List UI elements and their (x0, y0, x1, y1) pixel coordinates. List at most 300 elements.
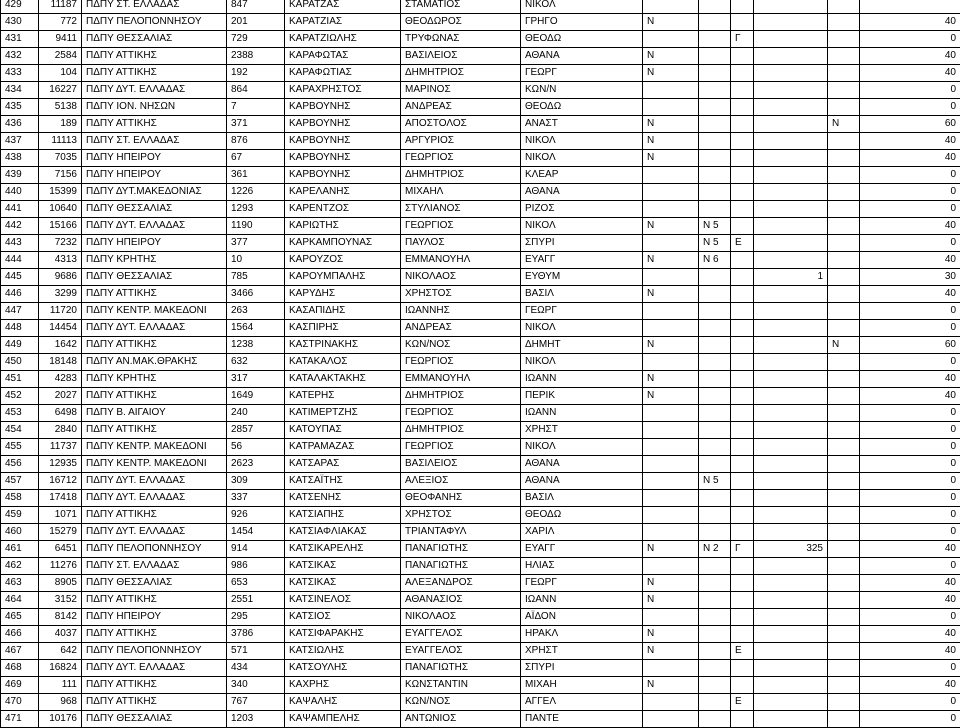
first-name-cell: ΠΑΥΛΟΣ (401, 235, 521, 252)
points-cell: 0 (860, 99, 960, 116)
table-row (1, 150, 960, 167)
table-row (1, 558, 960, 575)
surname-cell: ΚΑΣΤΡΙΝΑΚΗΣ (285, 337, 401, 354)
surname-cell: ΚΑΡΟΥΖΟΣ (285, 252, 401, 269)
flag-n2-cell (828, 643, 860, 660)
surname-cell: ΚΑΡΙΩΤΗΣ (285, 218, 401, 235)
table-row (1, 320, 960, 337)
flag-letter-cell: Γ (731, 541, 754, 558)
code-cell: 189 (39, 116, 82, 133)
first-name-cell: ΚΩΝ/ΝΟΣ (401, 337, 521, 354)
points-cell: 40 (860, 14, 960, 31)
code-cell: 16712 (39, 473, 82, 490)
flag-n-cell: Ν (643, 388, 699, 405)
flag-n-cell: Ν (643, 65, 699, 82)
father-name-cell: ΕΥΘΥΜ (521, 269, 643, 286)
points-cell: 40 (860, 48, 960, 65)
father-name-cell: ΧΡΗΣΤ (521, 643, 643, 660)
father-name-cell: ΝΙΚΟΛ (521, 354, 643, 371)
reg-number-cell: 240 (227, 405, 285, 422)
points-cell: 0 (860, 439, 960, 456)
flag-n-cell (643, 422, 699, 439)
reg-number-cell: 571 (227, 643, 285, 660)
flag-n-cell (643, 490, 699, 507)
points-cell: 0 (860, 694, 960, 711)
flag-n2-cell (828, 31, 860, 48)
surname-cell: ΚΑΡΚΑΜΠΟΥΝΑΣ (285, 235, 401, 252)
father-name-cell: ΔΗΜΗΤ (521, 337, 643, 354)
points-cell: 40 (860, 218, 960, 235)
father-name-cell: ΒΑΣΙΛ (521, 286, 643, 303)
flag-n2-cell: Ν (828, 337, 860, 354)
row-number-cell: 459 (1, 507, 39, 524)
row-number-cell: 445 (1, 269, 39, 286)
first-name-cell: ΑΘΑΝΑΣΙΟΣ (401, 592, 521, 609)
first-name-cell: ΠΑΝΑΓΙΩΤΗΣ (401, 660, 521, 677)
region-cell: ΠΔΠΥ ΚΕΝΤΡ. ΜΑΚΕΔΟΝΙ (82, 303, 227, 320)
row-number-cell: 451 (1, 371, 39, 388)
flag-n-level-cell (699, 609, 731, 626)
points-cell: 0 (860, 405, 960, 422)
code-cell: 968 (39, 694, 82, 711)
father-name-cell: ΒΑΣΙΛ (521, 490, 643, 507)
extra-value-cell (754, 133, 828, 150)
reg-number-cell: 56 (227, 439, 285, 456)
flag-n-cell (643, 0, 699, 14)
flag-n-cell (643, 473, 699, 490)
code-cell: 111 (39, 677, 82, 694)
flag-n-level-cell (699, 592, 731, 609)
region-cell: ΠΔΠΥ ΔΥΤ. ΕΛΛΑΔΑΣ (82, 82, 227, 99)
reg-number-cell: 67 (227, 150, 285, 167)
row-number-cell: 467 (1, 643, 39, 660)
flag-letter-cell (731, 473, 754, 490)
first-name-cell: ΔΗΜΗΤΡΙΟΣ (401, 167, 521, 184)
row-number-cell: 438 (1, 150, 39, 167)
father-name-cell: ΑΓΓΕΛ (521, 694, 643, 711)
father-name-cell: ΝΙΚΟΛ (521, 439, 643, 456)
surname-cell: ΚΑΤΕΡΗΣ (285, 388, 401, 405)
code-cell: 18148 (39, 354, 82, 371)
reg-number-cell: 192 (227, 65, 285, 82)
flag-n-level-cell (699, 133, 731, 150)
points-cell: 40 (860, 286, 960, 303)
extra-value-cell: 1 (754, 269, 828, 286)
surname-cell: ΚΑΤΣΙΩΛΗΣ (285, 643, 401, 660)
flag-n-cell (643, 558, 699, 575)
table-row (1, 133, 960, 150)
region-cell: ΠΔΠΥ ΗΠΕΙΡΟΥ (82, 167, 227, 184)
flag-letter-cell (731, 65, 754, 82)
flag-n2-cell (828, 354, 860, 371)
flag-n-cell (643, 99, 699, 116)
region-cell: ΠΔΠΥ ΗΠΕΙΡΟΥ (82, 235, 227, 252)
flag-letter-cell: Ε (731, 694, 754, 711)
flag-n2-cell (828, 218, 860, 235)
code-cell: 16227 (39, 82, 82, 99)
region-cell: ΠΔΠΥ Β. ΑΙΓΑΙΟΥ (82, 405, 227, 422)
reg-number-cell: 3466 (227, 286, 285, 303)
flag-n2-cell (828, 558, 860, 575)
flag-n-cell: Ν (643, 133, 699, 150)
flag-letter-cell (731, 48, 754, 65)
father-name-cell: ΧΑΡΙΛ (521, 524, 643, 541)
region-cell: ΠΔΠΥ ΑΤΤΙΚΗΣ (82, 286, 227, 303)
region-cell: ΠΔΠΥ ΑΤΤΙΚΗΣ (82, 116, 227, 133)
extra-value-cell (754, 694, 828, 711)
table-row (1, 371, 960, 388)
reg-number-cell: 729 (227, 31, 285, 48)
first-name-cell: ΓΕΩΡΓΙΟΣ (401, 439, 521, 456)
father-name-cell: ΕΥΑΓΓ (521, 252, 643, 269)
table-row (1, 82, 960, 99)
table-row (1, 507, 960, 524)
first-name-cell: ΘΕΟΔΩΡΟΣ (401, 14, 521, 31)
flag-n-level-cell: Ν 2 (699, 541, 731, 558)
extra-value-cell (754, 167, 828, 184)
father-name-cell: ΜΙΧΑΗ (521, 677, 643, 694)
flag-n-level-cell (699, 694, 731, 711)
father-name-cell: ΘΕΟΔΩ (521, 99, 643, 116)
father-name-cell: ΙΩΑΝΝ (521, 371, 643, 388)
first-name-cell: ΓΕΩΡΓΙΟΣ (401, 218, 521, 235)
region-cell: ΠΔΠΥ ΠΕΛΟΠΟΝΝΗΣΟΥ (82, 643, 227, 660)
flag-n-cell (643, 303, 699, 320)
flag-letter-cell (731, 320, 754, 337)
first-name-cell: ΚΩΝ/ΝΟΣ (401, 694, 521, 711)
flag-n-level-cell (699, 116, 731, 133)
table-row (1, 354, 960, 371)
reg-number-cell: 653 (227, 575, 285, 592)
flag-letter-cell (731, 116, 754, 133)
flag-letter-cell (731, 218, 754, 235)
flag-n-level-cell (699, 14, 731, 31)
flag-n-level-cell (699, 82, 731, 99)
reg-number-cell: 1226 (227, 184, 285, 201)
flag-n2-cell (828, 167, 860, 184)
surname-cell: ΚΑΨΑΜΠΕΛΗΣ (285, 711, 401, 728)
flag-n-level-cell (699, 677, 731, 694)
row-number-cell: 460 (1, 524, 39, 541)
first-name-cell: ΠΑΝΑΓΙΩΤΗΣ (401, 541, 521, 558)
code-cell: 8142 (39, 609, 82, 626)
flag-n2-cell (828, 507, 860, 524)
flag-n-level-cell (699, 643, 731, 660)
region-cell: ΠΔΠΥ ΚΕΝΤΡ. ΜΑΚΕΔΟΝΙ (82, 456, 227, 473)
code-cell: 11737 (39, 439, 82, 456)
table-row (1, 677, 960, 694)
extra-value-cell (754, 303, 828, 320)
points-cell: 0 (860, 82, 960, 99)
first-name-cell: ΔΗΜΗΤΡΙΟΣ (401, 388, 521, 405)
first-name-cell: ΑΝΔΡΕΑΣ (401, 320, 521, 337)
region-cell: ΠΔΠΥ ΑΤΤΙΚΗΣ (82, 626, 227, 643)
flag-n-cell (643, 235, 699, 252)
row-number-cell: 432 (1, 48, 39, 65)
reg-number-cell: 317 (227, 371, 285, 388)
flag-letter-cell (731, 456, 754, 473)
flag-n-cell (643, 167, 699, 184)
extra-value-cell (754, 218, 828, 235)
points-cell: 40 (860, 252, 960, 269)
father-name-cell: ΓΕΩΡΓ (521, 303, 643, 320)
extra-value-cell (754, 575, 828, 592)
surname-cell: ΚΑΡΒΟΥΝΗΣ (285, 116, 401, 133)
flag-n-level-cell (699, 456, 731, 473)
points-cell: 0 (860, 201, 960, 218)
extra-value-cell (754, 507, 828, 524)
extra-value-cell (754, 150, 828, 167)
first-name-cell: ΕΥΑΓΓΕΛΟΣ (401, 643, 521, 660)
flag-n2-cell (828, 422, 860, 439)
region-cell: ΠΔΠΥ ΑΤΤΙΚΗΣ (82, 337, 227, 354)
reg-number-cell: 337 (227, 490, 285, 507)
flag-n-level-cell: Ν 6 (699, 252, 731, 269)
flag-letter-cell (731, 609, 754, 626)
region-cell: ΠΔΠΥ ΠΕΛΟΠΟΝΝΗΣΟΥ (82, 14, 227, 31)
code-cell: 8905 (39, 575, 82, 592)
reg-number-cell: 371 (227, 116, 285, 133)
region-cell: ΠΔΠΥ ΙΟΝ. ΝΗΣΩΝ (82, 99, 227, 116)
extra-value-cell (754, 405, 828, 422)
flag-n-cell: Ν (643, 371, 699, 388)
surname-cell: ΚΑΣΑΠΙΔΗΣ (285, 303, 401, 320)
region-cell: ΠΔΠΥ ΣΤ. ΕΛΛΑΔΑΣ (82, 558, 227, 575)
extra-value-cell (754, 252, 828, 269)
flag-letter-cell (731, 167, 754, 184)
first-name-cell: ΑΛΕΞΑΝΔΡΟΣ (401, 575, 521, 592)
extra-value-cell (754, 99, 828, 116)
table-row (1, 31, 960, 48)
flag-n-level-cell (699, 626, 731, 643)
father-name-cell: ΝΙΚΟΛ (521, 133, 643, 150)
surname-cell: ΚΑΤΑΚΑΛΟΣ (285, 354, 401, 371)
first-name-cell: ΕΜΜΑΝΟΥΗΛ (401, 371, 521, 388)
flag-n-cell: Ν (643, 592, 699, 609)
points-cell: 0 (860, 31, 960, 48)
reg-number-cell: 767 (227, 694, 285, 711)
table-row (1, 490, 960, 507)
table-row (1, 405, 960, 422)
extra-value-cell (754, 558, 828, 575)
father-name-cell: ΑΘΑΝΑ (521, 473, 643, 490)
points-cell: 0 (860, 456, 960, 473)
region-cell: ΠΔΠΥ ΑΤΤΙΚΗΣ (82, 677, 227, 694)
flag-letter-cell: Ε (731, 643, 754, 660)
region-cell: ΠΔΠΥ ΔΥΤ. ΕΛΛΑΔΑΣ (82, 490, 227, 507)
region-cell: ΠΔΠΥ ΔΥΤ. ΕΛΛΑΔΑΣ (82, 524, 227, 541)
flag-n-cell: Ν (643, 48, 699, 65)
table-row (1, 116, 960, 133)
region-cell: ΠΔΠΥ ΑΤΤΙΚΗΣ (82, 507, 227, 524)
flag-letter-cell (731, 592, 754, 609)
reg-number-cell: 201 (227, 14, 285, 31)
extra-value-cell (754, 439, 828, 456)
code-cell: 2027 (39, 388, 82, 405)
region-cell: ΠΔΠΥ ΚΕΝΤΡ. ΜΑΚΕΔΟΝΙ (82, 439, 227, 456)
flag-n-cell: Ν (643, 150, 699, 167)
father-name-cell: ΝΙΚΟΛ (521, 320, 643, 337)
reg-number-cell: 377 (227, 235, 285, 252)
reg-number-cell: 2388 (227, 48, 285, 65)
reg-number-cell: 876 (227, 133, 285, 150)
row-number-cell: 461 (1, 541, 39, 558)
code-cell: 11187 (39, 0, 82, 14)
flag-n2-cell (828, 456, 860, 473)
row-number-cell: 464 (1, 592, 39, 609)
table-row (1, 0, 960, 14)
surname-cell: ΚΑΤΣΙΑΠΗΣ (285, 507, 401, 524)
code-cell: 772 (39, 14, 82, 31)
code-cell: 3152 (39, 592, 82, 609)
flag-n-cell (643, 184, 699, 201)
surname-cell: ΚΑΤΙΜΕΡΤΖΗΣ (285, 405, 401, 422)
surname-cell: ΚΑΡΕΛΑΝΗΣ (285, 184, 401, 201)
region-cell: ΠΔΠΥ ΔΥΤ. ΕΛΛΑΔΑΣ (82, 320, 227, 337)
reg-number-cell: 1203 (227, 711, 285, 728)
points-cell: 0 (860, 422, 960, 439)
flag-n2-cell (828, 405, 860, 422)
first-name-cell: ΑΛΕΞΙΟΣ (401, 473, 521, 490)
reg-number-cell: 434 (227, 660, 285, 677)
table-row (1, 643, 960, 660)
flag-n-cell (643, 711, 699, 728)
father-name-cell: ΝΙΚΟΛ (521, 0, 643, 14)
region-cell: ΠΔΠΥ ΣΤ. ΕΛΛΑΔΑΣ (82, 133, 227, 150)
extra-value-cell (754, 0, 828, 14)
flag-n-cell (643, 660, 699, 677)
table-row (1, 303, 960, 320)
first-name-cell: ΕΥΑΓΓΕΛΟΣ (401, 626, 521, 643)
surname-cell: ΚΑΤΣΙΝΕΛΟΣ (285, 592, 401, 609)
flag-n-cell: Ν (643, 252, 699, 269)
reg-number-cell: 361 (227, 167, 285, 184)
row-number-cell: 469 (1, 677, 39, 694)
flag-n2-cell (828, 235, 860, 252)
first-name-cell: ΑΝΔΡΕΑΣ (401, 99, 521, 116)
flag-letter-cell (731, 677, 754, 694)
surname-cell: ΚΑΨΑΛΗΣ (285, 694, 401, 711)
row-number-cell: 462 (1, 558, 39, 575)
father-name-cell: ΚΩΝ/Ν (521, 82, 643, 99)
row-number-cell: 430 (1, 14, 39, 31)
points-cell (860, 0, 960, 14)
father-name-cell: ΑΘΑΝΑ (521, 48, 643, 65)
surname-cell: ΚΑΡΑΦΩΤΙΑΣ (285, 65, 401, 82)
region-cell: ΠΔΠΥ ΠΕΛΟΠΟΝΝΗΣΟΥ (82, 541, 227, 558)
flag-n2-cell (828, 201, 860, 218)
flag-n-level-cell (699, 354, 731, 371)
points-cell: 0 (860, 507, 960, 524)
first-name-cell: ΙΩΑΝΝΗΣ (401, 303, 521, 320)
table-row (1, 575, 960, 592)
surname-cell: ΚΑΡΑΤΖΙΩΛΗΣ (285, 31, 401, 48)
reg-number-cell: 926 (227, 507, 285, 524)
flag-n2-cell (828, 269, 860, 286)
father-name-cell: ΘΕΟΔΩ (521, 507, 643, 524)
surname-cell: ΚΑΤΣΙΦΑΡΑΚΗΣ (285, 626, 401, 643)
code-cell: 104 (39, 65, 82, 82)
points-cell: 0 (860, 490, 960, 507)
region-cell: ΠΔΠΥ ΔΥΤ.ΜΑΚΕΔΟΝΙΑΣ (82, 184, 227, 201)
code-cell: 1071 (39, 507, 82, 524)
surname-cell: ΚΑΡΒΟΥΝΗΣ (285, 133, 401, 150)
surname-cell: ΚΑΤΑΛΑΚΤΑΚΗΣ (285, 371, 401, 388)
reg-number-cell: 2623 (227, 456, 285, 473)
flag-n2-cell (828, 694, 860, 711)
code-cell: 1642 (39, 337, 82, 354)
row-number-cell: 454 (1, 422, 39, 439)
code-cell: 12935 (39, 456, 82, 473)
row-number-cell: 449 (1, 337, 39, 354)
flag-n-cell (643, 609, 699, 626)
first-name-cell: ΔΗΜΗΤΡΙΟΣ (401, 422, 521, 439)
surname-cell: ΚΑΤΣΕΝΗΣ (285, 490, 401, 507)
flag-letter-cell (731, 82, 754, 99)
flag-n-cell: Ν (643, 575, 699, 592)
row-number-cell: 442 (1, 218, 39, 235)
flag-n-level-cell: Ν 5 (699, 218, 731, 235)
code-cell: 17418 (39, 490, 82, 507)
row-number-cell: 466 (1, 626, 39, 643)
extra-value-cell (754, 14, 828, 31)
points-cell: 40 (860, 643, 960, 660)
flag-n-level-cell (699, 99, 731, 116)
reg-number-cell: 10 (227, 252, 285, 269)
flag-n2-cell (828, 184, 860, 201)
region-cell: ΠΔΠΥ ΚΡΗΤΗΣ (82, 371, 227, 388)
table-row (1, 388, 960, 405)
flag-n2-cell (828, 575, 860, 592)
flag-n-level-cell (699, 371, 731, 388)
table-row (1, 184, 960, 201)
father-name-cell: ΑΘΑΝΑ (521, 456, 643, 473)
code-cell: 16824 (39, 660, 82, 677)
table-row (1, 48, 960, 65)
reg-number-cell: 263 (227, 303, 285, 320)
row-number-cell: 436 (1, 116, 39, 133)
region-cell: ΠΔΠΥ ΔΥΤ. ΕΛΛΑΔΑΣ (82, 660, 227, 677)
extra-value-cell (754, 201, 828, 218)
flag-n-level-cell (699, 201, 731, 218)
first-name-cell: ΝΙΚΟΛΑΟΣ (401, 609, 521, 626)
first-name-cell: ΝΙΚΟΛΑΟΣ (401, 269, 521, 286)
region-cell: ΠΔΠΥ ΔΥΤ. ΕΛΛΑΔΑΣ (82, 218, 227, 235)
region-cell: ΠΔΠΥ ΘΕΣΣΑΛΙΑΣ (82, 575, 227, 592)
row-number-cell: 458 (1, 490, 39, 507)
extra-value-cell (754, 456, 828, 473)
flag-n2-cell (828, 82, 860, 99)
surname-cell: ΚΑΧΡΗΣ (285, 677, 401, 694)
flag-n2-cell (828, 320, 860, 337)
row-number-cell: 468 (1, 660, 39, 677)
extra-value-cell (754, 48, 828, 65)
flag-n2-cell (828, 711, 860, 728)
first-name-cell: ΧΡΗΣΤΟΣ (401, 507, 521, 524)
region-cell: ΠΔΠΥ ΑΤΤΙΚΗΣ (82, 65, 227, 82)
flag-n-level-cell (699, 337, 731, 354)
code-cell: 15166 (39, 218, 82, 235)
flag-letter-cell (731, 660, 754, 677)
first-name-cell: ΒΑΣΙΛΕΙΟΣ (401, 456, 521, 473)
surname-cell: ΚΑΤΣΙΚΑΡΕΛΗΣ (285, 541, 401, 558)
points-cell: 40 (860, 133, 960, 150)
extra-value-cell (754, 286, 828, 303)
points-cell: 0 (860, 303, 960, 320)
father-name-cell: ΠΑΝΤΕ (521, 711, 643, 728)
flag-n2-cell (828, 0, 860, 14)
flag-n2-cell (828, 388, 860, 405)
